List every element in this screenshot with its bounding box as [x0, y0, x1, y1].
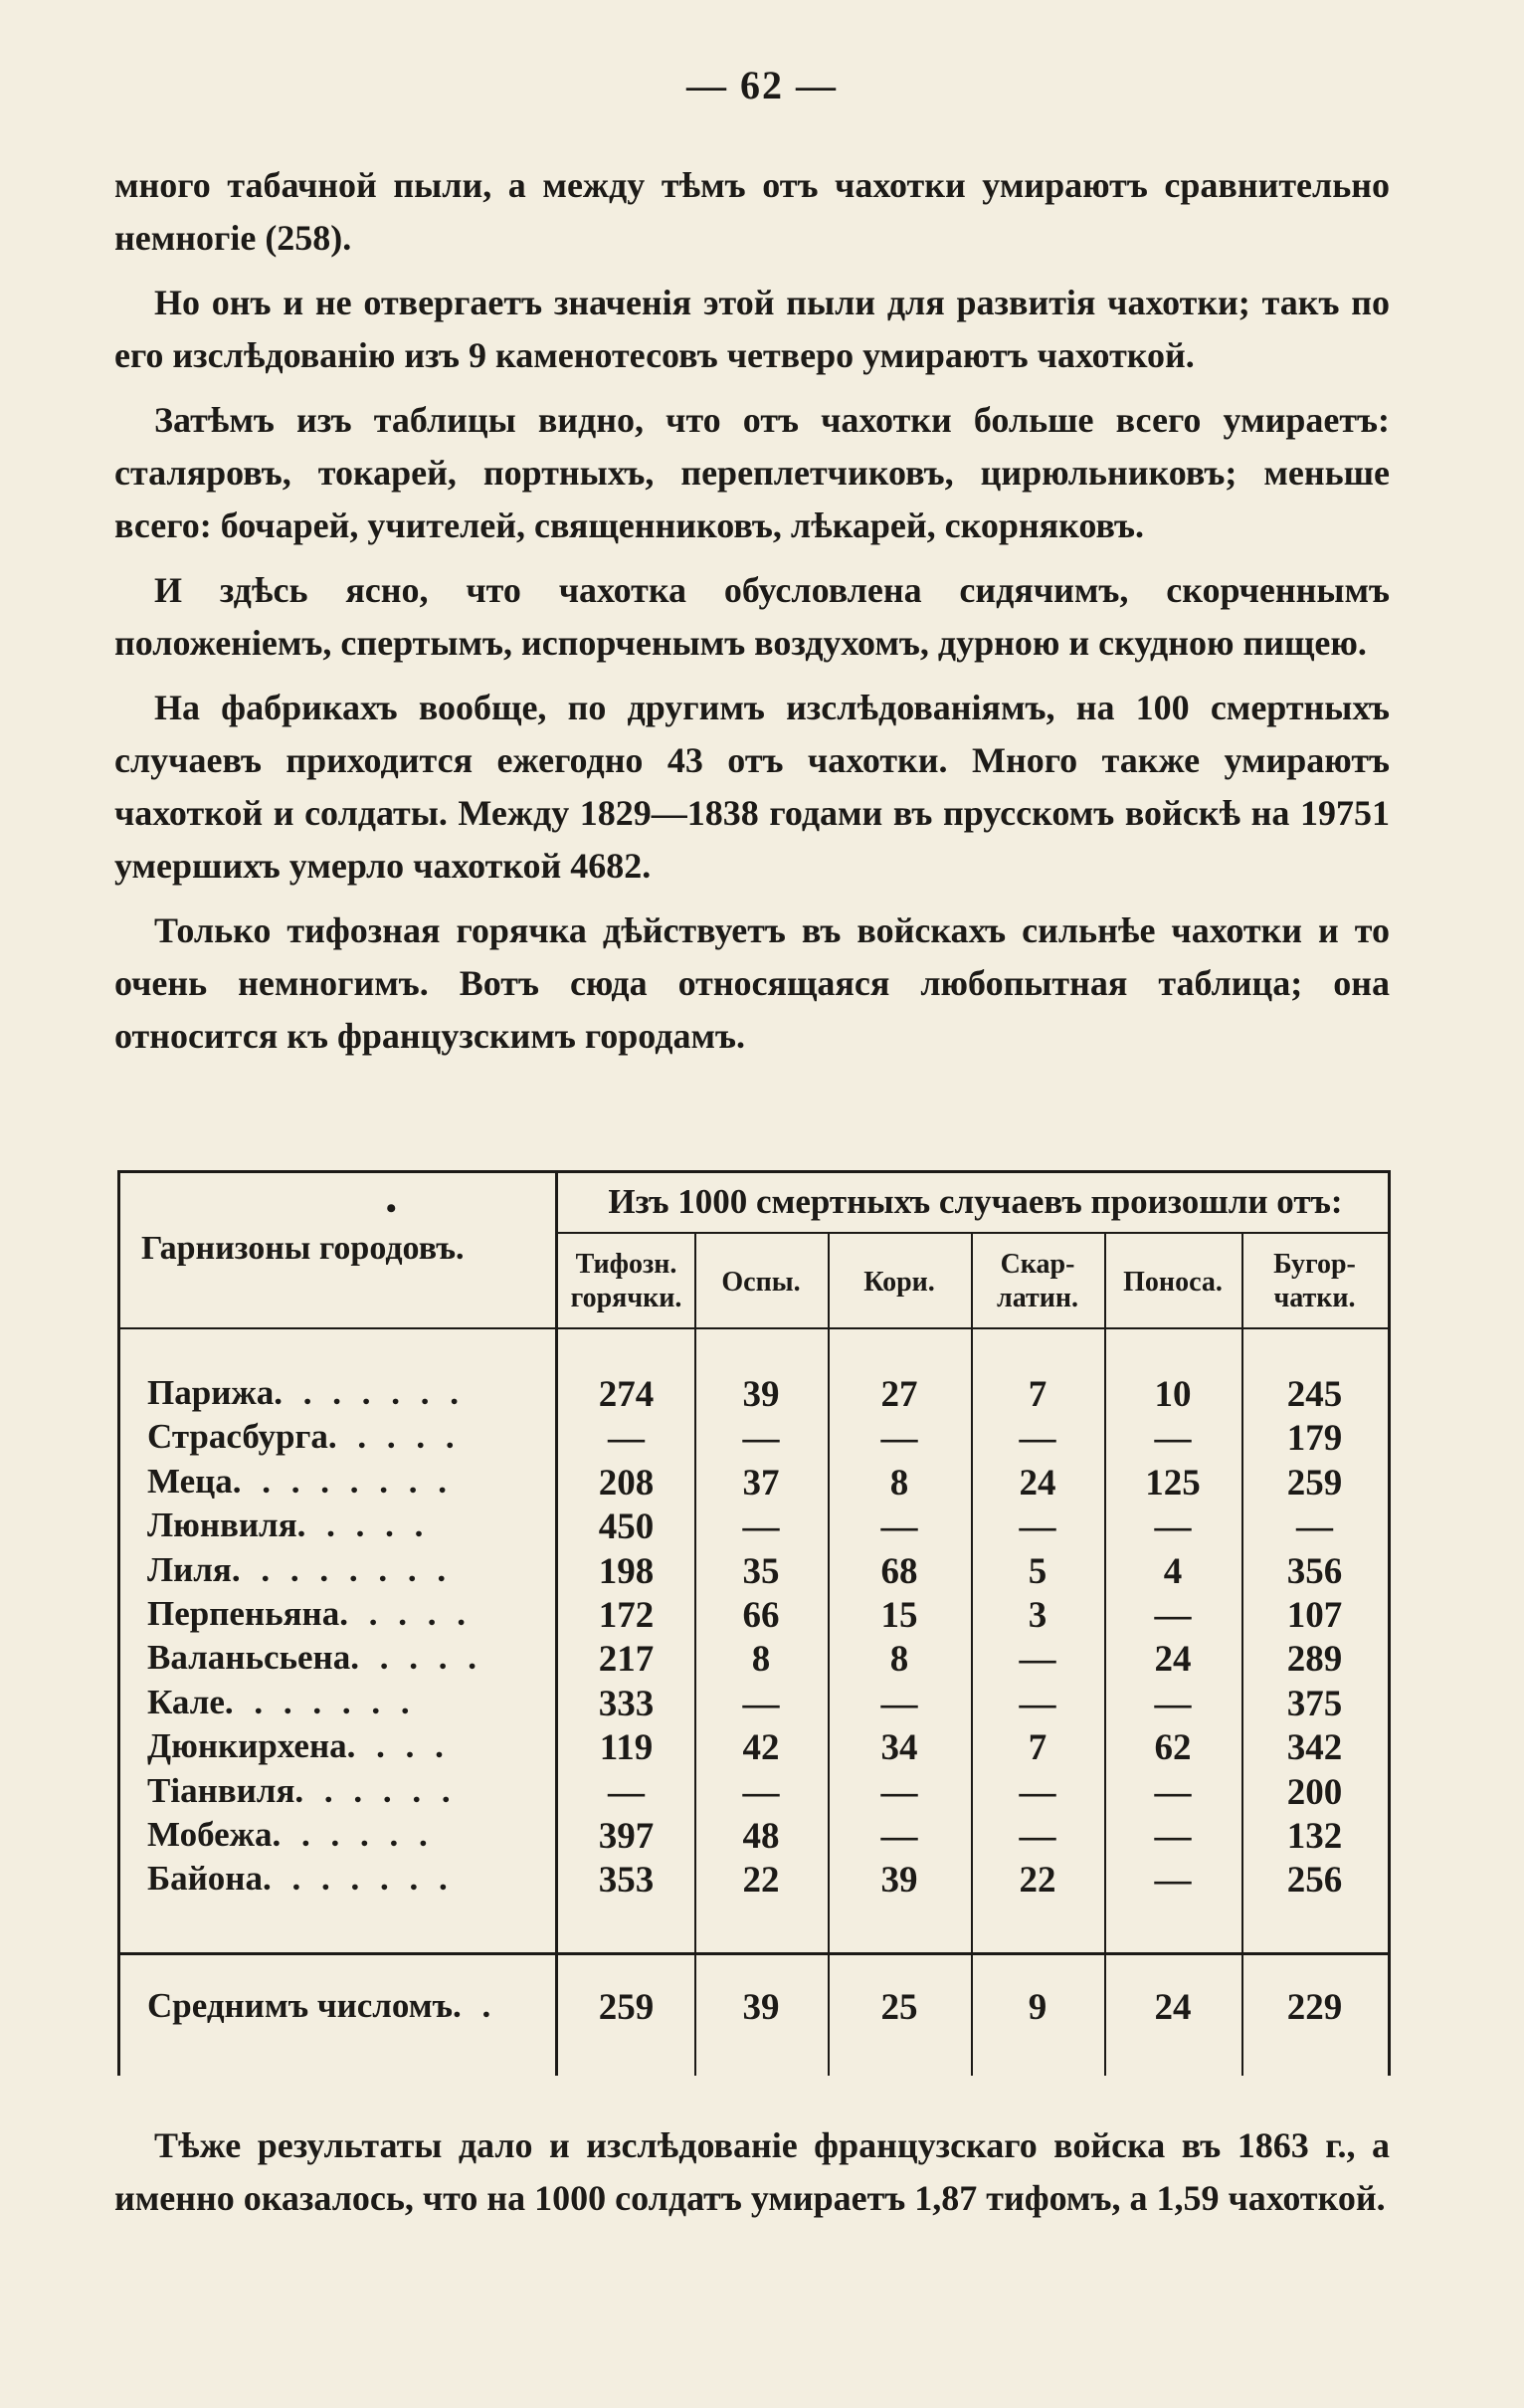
row-label-dots: . . . . .: [350, 1638, 482, 1678]
table-cell: 7: [1028, 1374, 1048, 1415]
table-cell: —: [880, 1816, 918, 1857]
paragraph-5: На фабрикахъ вообще, по другимъ изслѣдованіямъ, на 100 смертныхъ случаевъ приходится ежегодно 43 отъ чахотки. Много также умираютъ чахоткой и солдаты. Между 1829—1838 годами въ прусскомъ войскѣ на 19751 умершихъ умерло чахоткой 4682.: [114, 688, 1390, 886]
table-cell: 259: [1286, 1462, 1343, 1504]
column-header-line-1: Тифозн.: [575, 1249, 677, 1280]
table-cell: 245: [1286, 1374, 1343, 1415]
table-cell: —: [1019, 1683, 1056, 1724]
row-label-dots: . . . . . . .: [224, 1682, 416, 1721]
table-cell: 132: [1286, 1816, 1343, 1857]
table-cell: 125: [1145, 1462, 1201, 1504]
row-label: [147, 1550, 565, 1590]
column-header-line-2: горячки.: [570, 1283, 682, 1313]
table-cell: 200: [1286, 1771, 1343, 1813]
table-cell: 9: [1028, 1987, 1048, 2028]
column-header-line-1: Скар-: [1000, 1249, 1075, 1280]
row-label-text: Меца: [147, 1461, 233, 1501]
table-cell: —: [742, 1418, 780, 1460]
table-cell: 217: [598, 1639, 655, 1681]
table-cell: 24: [1154, 1639, 1192, 1681]
row-label-dots: . . . . . . .: [274, 1373, 465, 1412]
row-label-dots: . . . . .: [339, 1594, 472, 1633]
table-cell: 48: [742, 1816, 780, 1857]
table-top-rule: [117, 1170, 1391, 1173]
table-cell: 68: [880, 1550, 918, 1592]
row-label: [147, 1505, 565, 1545]
table-cell: 37: [742, 1462, 780, 1504]
table-cell: —: [1296, 1506, 1333, 1548]
table-cell: 274: [598, 1374, 655, 1415]
table-cell: 39: [742, 1987, 780, 2028]
table-cell: 356: [1286, 1550, 1343, 1592]
table-cell: —: [1154, 1418, 1192, 1460]
column-header-line-1: Оспы.: [721, 1267, 801, 1298]
table-left-rule: [117, 1170, 120, 2076]
paragraph-1: много табачной пыли, а между тѣмъ отъ чахотки умираютъ сравнительно немногіе (258).: [114, 165, 1390, 258]
table-cell: —: [1019, 1506, 1056, 1548]
table-cell: 66: [742, 1595, 780, 1636]
table-cell: 397: [598, 1816, 655, 1857]
table-cell: 8: [751, 1639, 771, 1681]
table-cell: 256: [1286, 1860, 1343, 1902]
row-label: [147, 1859, 565, 1899]
closing-text: [114, 2119, 1390, 2225]
table-cell: 22: [742, 1860, 780, 1902]
table-cell: 27: [880, 1374, 918, 1415]
table-cell: 208: [598, 1462, 655, 1504]
row-label: [147, 1726, 565, 1766]
table-cell: 24: [1019, 1462, 1056, 1504]
row-label-dots: . . . . . . .: [262, 1859, 454, 1899]
table-cell: 7: [1028, 1727, 1048, 1769]
table-cell: 179: [1286, 1418, 1343, 1460]
column-header: [558, 1248, 694, 1315]
row-label-text: Лиля: [147, 1549, 232, 1589]
table-cell: —: [1154, 1595, 1192, 1636]
table-cell: —: [1154, 1506, 1192, 1548]
row-label: [147, 1638, 565, 1678]
header-group: Изъ 1000 смертныхъ случаевъ произошли отъ:: [608, 1182, 1343, 1221]
row-label: [147, 1594, 565, 1634]
row-label-dots: . . . . .: [327, 1417, 461, 1457]
row-label-text: Страсбурга: [147, 1417, 328, 1457]
row-label-dots: . . . . .: [296, 1505, 430, 1545]
table-cell: 5: [1028, 1550, 1048, 1592]
table-cell: 34: [880, 1727, 918, 1769]
paragraph-6: Только тифозная горячка дѣйствуетъ въ войскахъ сильнѣе чахотки и то очень немногимъ. Вотъ сюда относящаяся любопытная таблица; она относится къ французскимъ городамъ.: [114, 910, 1390, 1056]
table-cell: —: [880, 1683, 918, 1724]
table-cell: 450: [598, 1506, 655, 1548]
table-cell: 39: [742, 1374, 780, 1415]
table-cell: 229: [1286, 1987, 1343, 2028]
row-label: [147, 1815, 565, 1855]
body-text: [114, 159, 1390, 1075]
row-label-text: Среднимъ числомъ: [147, 1986, 454, 2025]
closing-paragraph: Тѣже результаты дало и изслѣдованіе французскаго войска въ 1863 г., а именно оказалось, что на 1000 солдатъ умираетъ 1,87 тифомъ, а 1,59 чахоткой.: [114, 2125, 1390, 2218]
table-cell: 333: [598, 1683, 655, 1724]
column-header: [971, 1248, 1104, 1315]
header-group-rule: [555, 1232, 1391, 1234]
column-header: [1104, 1266, 1241, 1300]
table-cell: —: [1019, 1771, 1056, 1813]
header-dot: •: [386, 1192, 397, 1225]
paragraph-2: Но онъ и не отвергаетъ значенія этой пыли для развитія чахотки; такъ по его изслѣдованію изъ 9 каменотесовъ четверо умираютъ чахоткой.: [114, 283, 1390, 375]
table-cell: 289: [1286, 1639, 1343, 1681]
page-number: — 62 —: [686, 63, 838, 107]
paragraph-3: Затѣмъ изъ таблицы видно, что отъ чахотки больше всего умираетъ: сталяровъ, токарей, портныхъ, переплетчиковъ, цирюльниковъ; меньше всего: бочарей, учителей, священниковъ, лѣкарей, скорняковъ.: [114, 400, 1390, 545]
column-header-line-1: Бугор-: [1273, 1249, 1356, 1280]
row-label-text: Кале: [147, 1682, 225, 1721]
row-label-dots: . . . .: [346, 1726, 450, 1766]
table-cell: 42: [742, 1727, 780, 1769]
row-label-dots: . .: [453, 1986, 497, 2025]
row-label: [147, 1683, 565, 1722]
table-cell: —: [880, 1771, 918, 1813]
row-label: [147, 1462, 565, 1502]
row-label: [147, 1417, 565, 1457]
row-label: [147, 1986, 565, 2026]
column-header-line-2: чатки.: [1273, 1283, 1356, 1313]
table-cell: —: [1019, 1816, 1056, 1857]
table-cell: 107: [1286, 1595, 1343, 1636]
row-label-dots: . . . . . . . .: [232, 1461, 454, 1501]
table-cell: 119: [599, 1727, 654, 1769]
table-cell: 8: [889, 1462, 909, 1504]
table-cell: —: [880, 1506, 918, 1548]
table-cell: —: [742, 1506, 780, 1548]
table-cell: —: [880, 1418, 918, 1460]
table-cell: 3: [1028, 1595, 1048, 1636]
row-label-text: Парижа: [147, 1373, 275, 1412]
table-cell: 4: [1163, 1550, 1183, 1592]
column-header-line-1: Поноса.: [1123, 1267, 1223, 1298]
table-cell: 259: [598, 1987, 655, 2028]
row-label-dots: . . . . . .: [272, 1815, 434, 1854]
header-garrison: Гарнизоны городовъ.: [141, 1230, 465, 1267]
row-label-text: Тіанвиля: [147, 1770, 295, 1810]
row-label-text: Байона: [147, 1859, 263, 1899]
average-top-rule: [117, 1952, 1391, 1955]
table-cell: —: [1154, 1683, 1192, 1724]
row-label-dots: . . . . . . . .: [231, 1549, 453, 1589]
row-label: [147, 1373, 565, 1413]
row-label-text: Мобежа: [147, 1815, 273, 1854]
paragraph-4: И здѣсь ясно, что чахотка обусловлена сидячимъ, скорченнымъ положеніемъ, спертымъ, испорченымъ воздухомъ, дурною и скудною пищею.: [114, 570, 1390, 663]
column-header: [694, 1266, 828, 1300]
table-cell: —: [1154, 1860, 1192, 1902]
table-cell: —: [742, 1683, 780, 1724]
table-cell: 35: [742, 1550, 780, 1592]
table-cell: 10: [1154, 1374, 1192, 1415]
column-header: [828, 1266, 971, 1300]
table-cell: —: [608, 1771, 645, 1813]
table-cell: —: [1154, 1816, 1192, 1857]
table-cell: —: [742, 1771, 780, 1813]
table-cell: 22: [1019, 1860, 1056, 1902]
table-cell: 15: [880, 1595, 918, 1636]
row-label: [147, 1771, 565, 1811]
column-header-line-1: Кори.: [863, 1267, 935, 1298]
table-cell: 342: [1286, 1727, 1343, 1769]
column-header: [1241, 1248, 1388, 1315]
table-cell: 353: [598, 1860, 655, 1902]
row-label-text: Валаньсьена: [147, 1638, 351, 1678]
row-label-text: Дюнкирхена: [147, 1726, 347, 1766]
header-bottom-rule: [117, 1327, 1391, 1329]
table-cell: 375: [1286, 1683, 1343, 1724]
mortality-table: [117, 1170, 1391, 2076]
table-cell: 8: [889, 1639, 909, 1681]
column-header-line-2: латин.: [996, 1283, 1078, 1313]
table-cell: —: [1019, 1418, 1056, 1460]
row-label-text: Перпеньяна: [147, 1594, 340, 1633]
row-label-text: Люнвиля: [147, 1505, 297, 1545]
table-cell: 25: [880, 1987, 918, 2028]
table-cell: —: [1154, 1771, 1192, 1813]
table-cell: 39: [880, 1860, 918, 1902]
table-cell: —: [608, 1418, 645, 1460]
row-label-dots: . . . . . .: [294, 1770, 457, 1810]
table-right-rule: [1388, 1170, 1391, 2076]
table-cell: 198: [598, 1550, 655, 1592]
table-cell: 62: [1154, 1727, 1192, 1769]
table-cell: —: [1019, 1639, 1056, 1681]
table-cell: 172: [598, 1595, 655, 1636]
table-cell: 24: [1154, 1987, 1192, 2028]
